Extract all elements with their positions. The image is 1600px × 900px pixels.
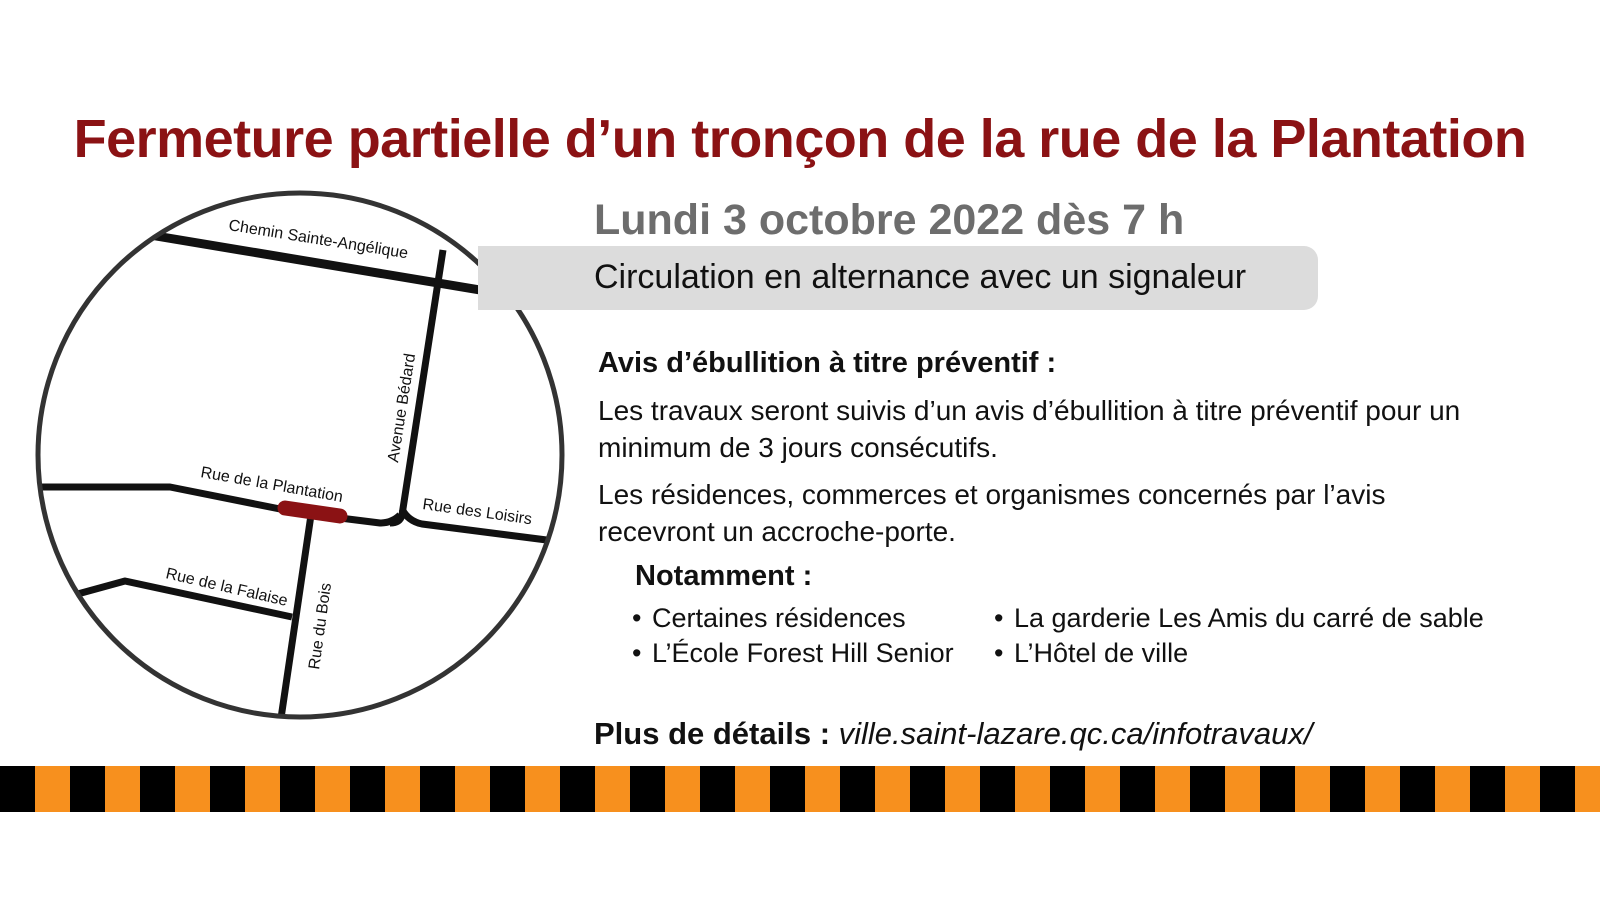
notamment-heading: Notamment : bbox=[635, 560, 813, 592]
bullet-icon: • bbox=[632, 638, 642, 668]
list-item: • L’École Forest Hill Senior bbox=[632, 636, 954, 671]
bullet-icon: • bbox=[994, 638, 1004, 668]
list-item: • La garderie Les Amis du carré de sable bbox=[994, 601, 1484, 636]
list-item: • L’Hôtel de ville bbox=[994, 636, 1484, 671]
closure-segment bbox=[285, 508, 340, 516]
bullet-icon: • bbox=[994, 603, 1004, 633]
road-rue-bois bbox=[280, 515, 311, 725]
label-avenue-bedard: Avenue Bédard bbox=[385, 352, 420, 464]
details-link[interactable]: ville.saint-lazare.qc.ca/infotravaux/ bbox=[838, 716, 1313, 751]
affected-list-right bbox=[994, 601, 1484, 671]
bullet-icon: • bbox=[632, 603, 642, 633]
label-rue-loisirs: Rue des Loisirs bbox=[421, 496, 534, 529]
label-rue-bois: Rue du Bois bbox=[306, 581, 336, 671]
label-chemin-sainte-angelique: Chemin Sainte-Angélique bbox=[227, 217, 410, 263]
page-title: Fermeture partielle d’un tronçon de la rue de la Plantation bbox=[73, 109, 1527, 169]
traffic-info: Circulation en alternance avec un signaleur bbox=[594, 258, 1247, 296]
affected-list-left bbox=[632, 601, 954, 671]
list-item: • Certaines résidences bbox=[632, 601, 954, 636]
details-label: Plus de détails : bbox=[594, 716, 831, 751]
boil-notice-heading: Avis d’ébullition à titre préventif : bbox=[598, 347, 1057, 379]
boil-notice-paragraph-1: Les travaux seront suivis d’un avis d’ébullition à titre préventif pour un minimum de 3 jours consécutifs. bbox=[598, 395, 1461, 463]
closure-date: Lundi 3 octobre 2022 dès 7 h bbox=[594, 196, 1185, 244]
label-rue-falaise: Rue de la Falaise bbox=[164, 565, 290, 610]
boil-notice-paragraph-2: Les résidences, commerces et organismes concernés par l’avis recevront un accroche-porte. bbox=[598, 479, 1386, 547]
details-line bbox=[594, 716, 1312, 752]
label-rue-plantation: Rue de la Plantation bbox=[199, 464, 345, 506]
construction-stripe bbox=[0, 766, 1600, 812]
